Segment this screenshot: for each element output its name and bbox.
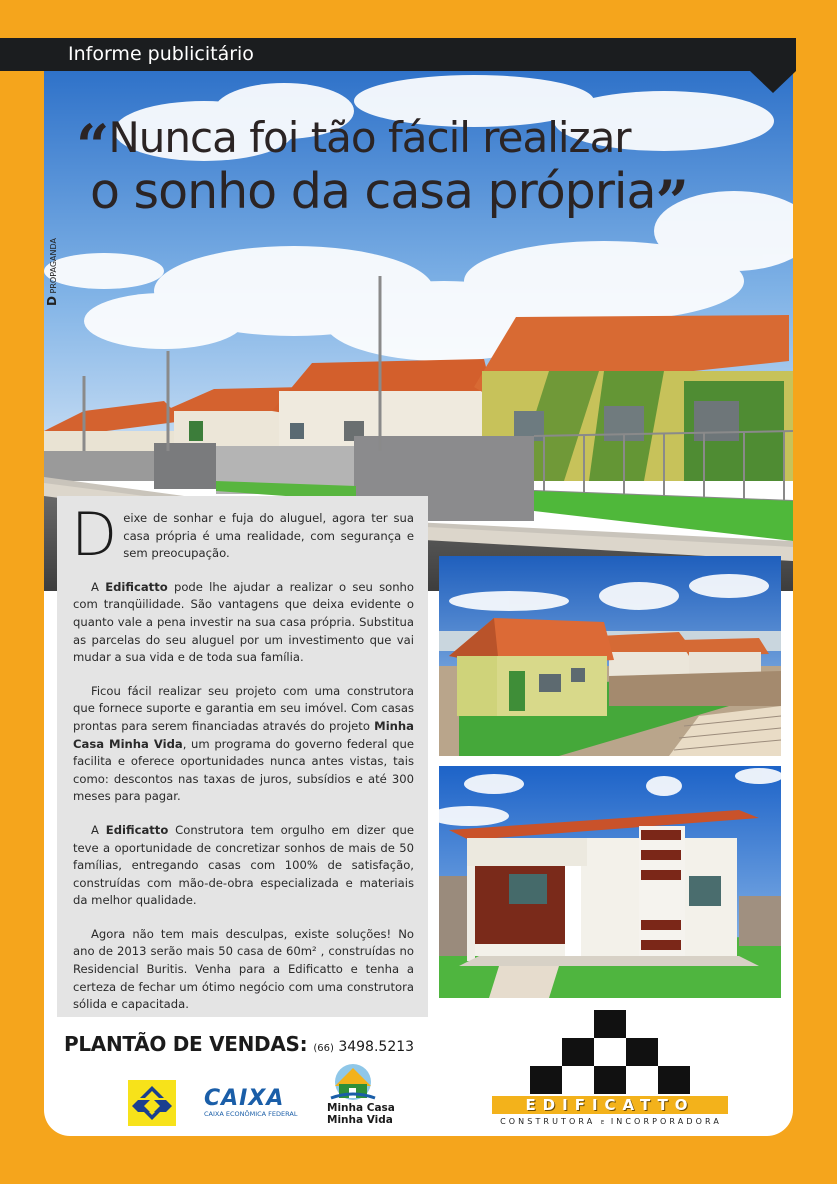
- paragraph-5: [73, 926, 414, 1014]
- house-photo-1: [439, 556, 781, 756]
- side-credit: [45, 238, 59, 306]
- paragraph-3-program: Minha Casa Minha Vida: [73, 718, 414, 751]
- mcmv-house-icon: [327, 1060, 391, 1102]
- paragraph-3-pre: Ficou fácil realizar seu projeto com uma construtora que fornece suporte e garantia em seu imóvel. Com casas prontas para serem financiadas através do projeto: [73, 683, 414, 733]
- headline-line-2: [90, 163, 688, 236]
- headline-line-1: [76, 112, 631, 180]
- dropcap: D: [71, 500, 118, 570]
- ad-page: [44, 38, 793, 1136]
- paragraph-3: [73, 683, 414, 806]
- edificatto-checker-icon: [490, 1010, 732, 1096]
- tagline-e: E: [601, 1120, 606, 1126]
- paragraph-5-text: Agora não tem mais desculpas, existe soluções! No ano de 2013 serão mais 50 casa de 60m² , construídas no Residencial Buritis. Venha para a Edificatto e tenha a certeza de fechar um ótimo negócio com uma construtora sólida e capacitada.: [73, 926, 414, 1012]
- paragraph-1: [71, 500, 414, 570]
- section-label: Informe publicitário: [68, 43, 254, 65]
- article-text: [57, 496, 428, 1017]
- minha-casa-minha-vida-logo: [327, 1060, 395, 1130]
- tagline-b: INCORPORADORA: [610, 1117, 722, 1126]
- open-quote: “: [76, 112, 109, 180]
- paragraph-2-post: pode lhe ajudar a realizar o seu sonho com tranqüilidade. São vantagens que deixa evidente o quanto vale a pena investir na sua casa própria. Substitua as parcelas do seu aluguel por um investimento que vai mudar a sua vida e de toda sua família.: [73, 579, 415, 665]
- edificatto-tagline: [490, 1117, 732, 1126]
- mcmv-line-1: Minha Casa: [327, 1102, 395, 1114]
- paragraph-1-text: eixe de sonhar e fuja do aluguel, agora ter sua casa própria é uma realidade, com segurança e sem preocupação.: [123, 511, 414, 561]
- mcmv-line-2: Minha Vida: [327, 1114, 393, 1126]
- bb-logo-icon: [128, 1080, 176, 1126]
- side-credit-text: PROPAGANDA: [49, 238, 58, 294]
- edificatto-name: EDIFICATTO: [492, 1096, 728, 1114]
- side-credit-mark: D: [45, 296, 59, 306]
- header-fold: [750, 71, 796, 93]
- edificatto-logo: [490, 1010, 732, 1132]
- tagline-a: CONSTRUTORA: [500, 1117, 596, 1126]
- paragraph-4: [73, 822, 414, 910]
- area-code: (66): [313, 1043, 334, 1054]
- paragraph-4-pre: A: [91, 822, 106, 837]
- sales-phone[interactable]: [313, 1039, 414, 1055]
- paragraph-4-post: Construtora tem orgulho em dizer que teve a oportunidade de concretizar sonhos de mais de 50 famílias, entregando casas com 100% de satisfação, construídas com mão-de-obra especializada e materiais da melhor qualidade.: [73, 822, 414, 908]
- close-quote: ”: [655, 168, 688, 236]
- paragraph-2-pre: A: [91, 579, 106, 594]
- section-header-bar: [0, 38, 796, 71]
- paragraph-3-post: , um programa do governo federal que facilita e oferece oportunidades nunca antes vistas, tais como: descontos nas taxas de juros, subsídios e até 300 meses para pagar.: [73, 736, 414, 804]
- mcmv-text: [327, 1102, 395, 1126]
- caixa-sub: CAIXA ECONÔMICA FEDERAL: [204, 1110, 298, 1118]
- house-illustration-1: [439, 556, 781, 756]
- paragraph-4-brand: Edificatto: [105, 822, 169, 837]
- paragraph-2: [73, 579, 414, 667]
- caixa-logo: [204, 1086, 296, 1122]
- banco-do-brasil-logo: [128, 1080, 176, 1126]
- headline-line-2-text: o sonho da casa própria: [90, 163, 656, 220]
- paragraph-2-brand: Edificatto: [105, 579, 168, 594]
- phone-number: 3498.5213: [338, 1039, 415, 1055]
- headline-line-1-text: Nunca foi tão fácil realizar: [108, 113, 631, 162]
- caixa-name: CAIXA: [204, 1086, 285, 1111]
- house-illustration-2: [439, 766, 781, 998]
- sales-contact: [64, 1032, 414, 1056]
- house-photo-2: [439, 766, 781, 998]
- sales-label: PLANTÃO DE VENDAS:: [64, 1032, 308, 1056]
